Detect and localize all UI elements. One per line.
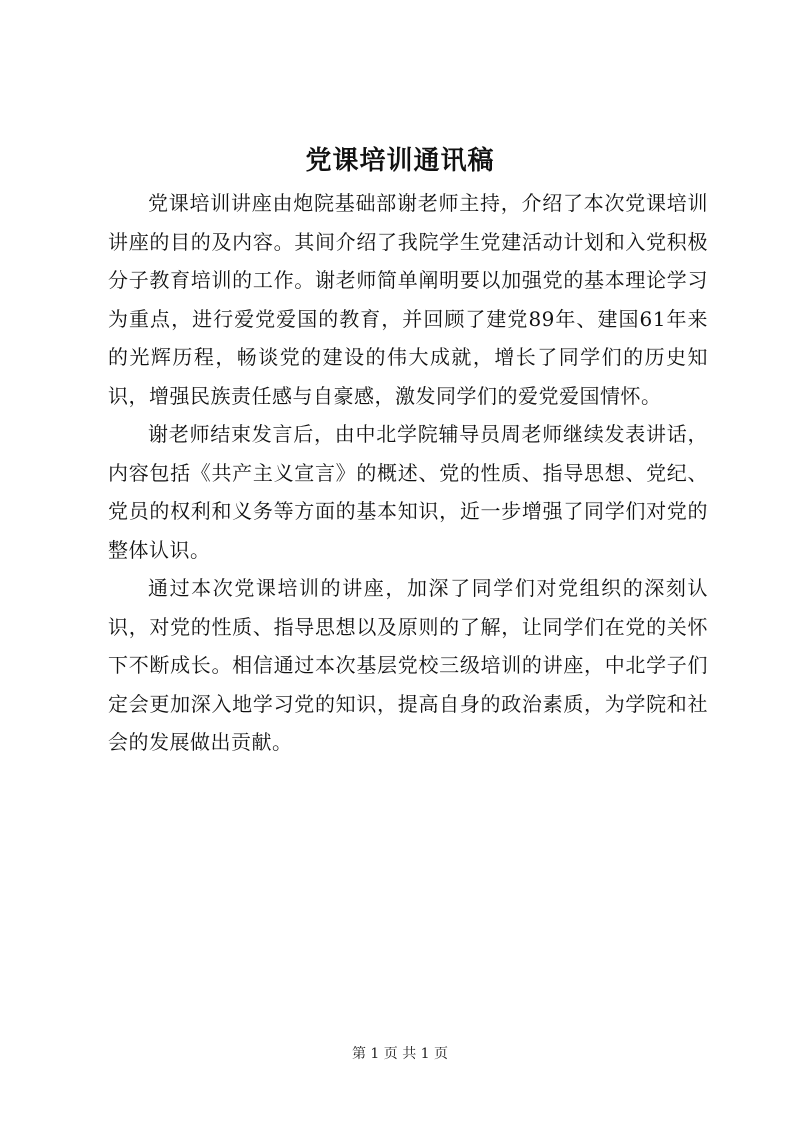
document-title: 党课培训通讯稿 bbox=[305, 146, 495, 176]
paragraph-2: 谢老师结束发言后，由中北学院辅导员周老师继续发表讲话，内容包括《共产主义宣言》的概述、党的性质、指导思想、党纪、党员的权利和义务等方面的基本知识，近一步增强了同学们对党的整体认识。 bbox=[108, 422, 708, 562]
paragraph-1: 党课培训讲座由炮院基础部谢老师主持，介绍了本次党课培训讲座的目的及内容。其间介绍了我院学生党建活动计划和入党积极分子教育培训的工作。谢老师简单阐明要以加强党的基本理论学习为重点，进行爱党爱国的教育，并回顾了建党89年、建国61年来的光辉历程，畅谈党的建设的伟大成就，增长了同学们的历史知识，增强民族责任感与自豪感，激发同学们的爱党爱国情怀。 bbox=[108, 191, 708, 408]
document-body bbox=[108, 184, 708, 762]
paragraph-3: 通过本次党课培训的讲座，加深了同学们对党组织的深刻认识，对党的性质、指导思想以及原则的了解，让同学们在党的关怀下不断成长。相信通过本次基层党校三级培训的讲座，中北学子们定会更加深入地学习党的知识，提高自身的政治素质，为学院和社会的发展做出贡献。 bbox=[108, 576, 708, 754]
page-footer: 第 1 页 共 1 页 bbox=[351, 1046, 449, 1062]
